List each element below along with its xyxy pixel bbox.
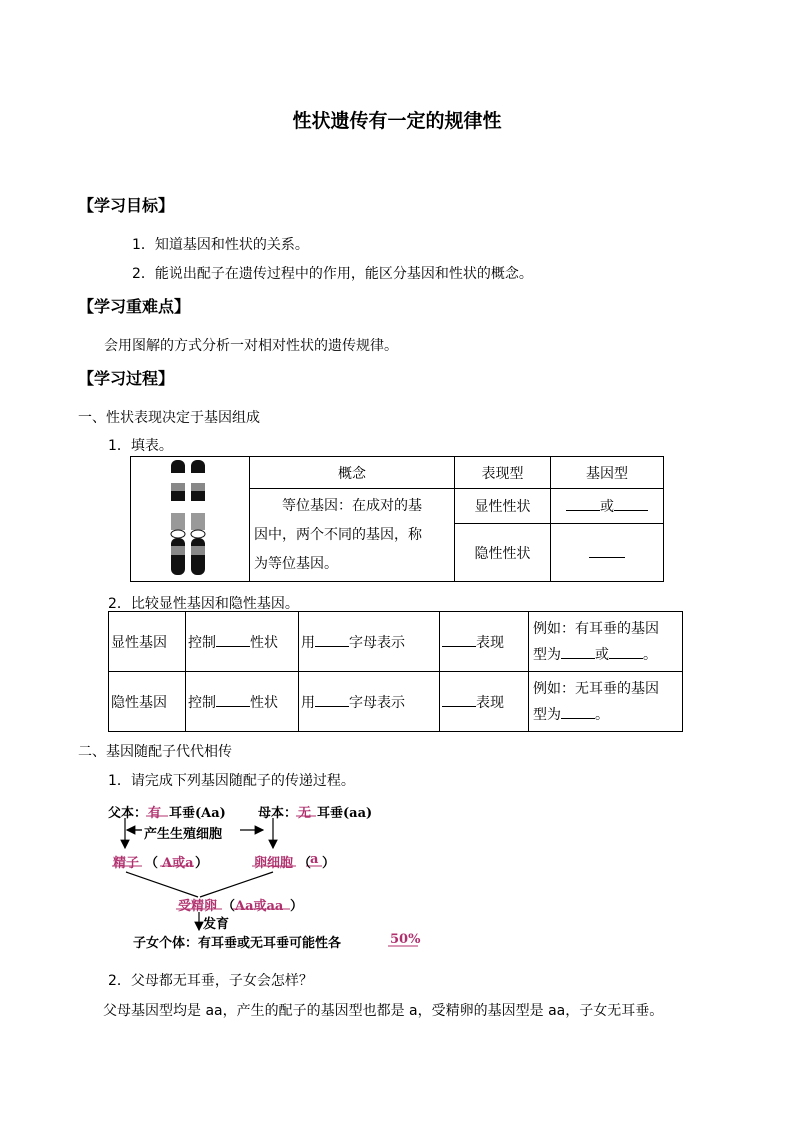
zygote-genes: Aa或aa <box>235 899 284 914</box>
sperm-label: 精子 <box>113 856 140 871</box>
sperm-open: （ <box>145 856 159 871</box>
part2-heading: 二、基因随配子代代相传 <box>78 744 232 760</box>
father-fill: 有 <box>148 806 162 821</box>
part2-question-2: 2．父母都无耳垂，子女会怎样？ <box>108 973 313 989</box>
egg-genes: a <box>310 852 319 867</box>
concept-line-2: 因中，两个不同的基因，称 <box>254 526 422 543</box>
expression-text: 表现 <box>476 634 504 651</box>
egg-label: 卵细胞 <box>254 856 294 871</box>
produce-label: 产生生殖细胞 <box>144 827 223 842</box>
trait-text: 性状 <box>250 634 278 651</box>
egg-close: ） <box>322 856 336 871</box>
mother-trait: 耳垂(aa) <box>317 806 373 821</box>
father-label: 父本： <box>108 806 148 821</box>
recessive-gene-label: 隐性基因 <box>109 672 186 732</box>
zygote-label: 受精卵 <box>178 899 218 914</box>
goal-item-1: 1．知道基因和性状的关系。 <box>132 237 309 253</box>
key-points-text: 会用图解的方式分析一对相对性状的遗传规律。 <box>104 338 398 354</box>
letter-text: 字母表示 <box>349 634 405 651</box>
recessive-trait: 隐性性状 <box>455 524 551 582</box>
part1-question-1: 1．填表。 <box>108 438 173 454</box>
use-text: 用 <box>301 634 315 651</box>
concept-line-1: 等位基因：在成对的基 <box>282 497 422 514</box>
header-concept: 概念 <box>250 457 455 489</box>
process-heading: 【学习过程】 <box>78 369 175 388</box>
expression-text: 表现 <box>476 694 504 711</box>
offspring-label: 子女个体：有耳垂或无耳垂可能性各 <box>133 936 342 951</box>
part2-question-1: 1．请完成下列基因随配子的传递过程。 <box>108 773 355 789</box>
father-trait: 耳垂(Aa) <box>169 806 226 821</box>
dominant-gene-label: 显性基因 <box>109 612 186 672</box>
sperm-genes: A或a <box>162 856 194 871</box>
period-text: 。 <box>643 646 657 663</box>
control-text: 控制 <box>188 634 216 651</box>
page-title: 性状遗传有一定的规律性 <box>292 110 502 132</box>
concept-line-3: 为等位基因。 <box>254 555 338 572</box>
mother-label: 母本： <box>258 806 298 821</box>
header-phenotype: 表现型 <box>455 457 551 489</box>
goals-heading: 【学习目标】 <box>78 196 175 215</box>
example-line-1: 例如：无耳垂的基因 <box>533 680 659 697</box>
control-text: 控制 <box>188 694 216 711</box>
example-line-1: 例如：有耳垂的基因 <box>533 620 659 637</box>
part2-answer: 父母基因型均是 aa，产生的配子的基因型也都是 a，受精卵的基因型是 aa，子女无耳垂。 <box>103 1003 664 1019</box>
zygote-open: （ <box>222 899 236 914</box>
dominant-trait: 显性性状 <box>455 489 551 524</box>
sperm-close: ） <box>195 856 209 871</box>
genotype-text: 型为 <box>533 646 561 663</box>
goal-item-2: 2．能说出配子在遗传过程中的作用，能区分基因和性状的概念。 <box>132 266 533 282</box>
trait-text: 性状 <box>250 694 278 711</box>
mother-fill: 无 <box>298 806 312 821</box>
header-genotype: 基因型 <box>551 457 664 489</box>
period-text: 。 <box>595 706 609 723</box>
part1-question-2: 2．比较显性基因和隐性基因。 <box>108 596 299 612</box>
egg-open: （ <box>298 856 312 871</box>
or-text: 或 <box>595 646 609 663</box>
use-text: 用 <box>301 694 315 711</box>
genotype-text: 型为 <box>533 706 561 723</box>
letter-text: 字母表示 <box>349 694 405 711</box>
zygote-close: ） <box>290 899 304 914</box>
key-points-heading: 【学习重难点】 <box>78 297 191 316</box>
or-text: 或 <box>600 499 614 515</box>
develop-label: 发育 <box>203 917 230 932</box>
offspring-percent: 50% <box>390 932 421 947</box>
part1-heading: 一、性状表现决定于基因组成 <box>78 410 260 426</box>
